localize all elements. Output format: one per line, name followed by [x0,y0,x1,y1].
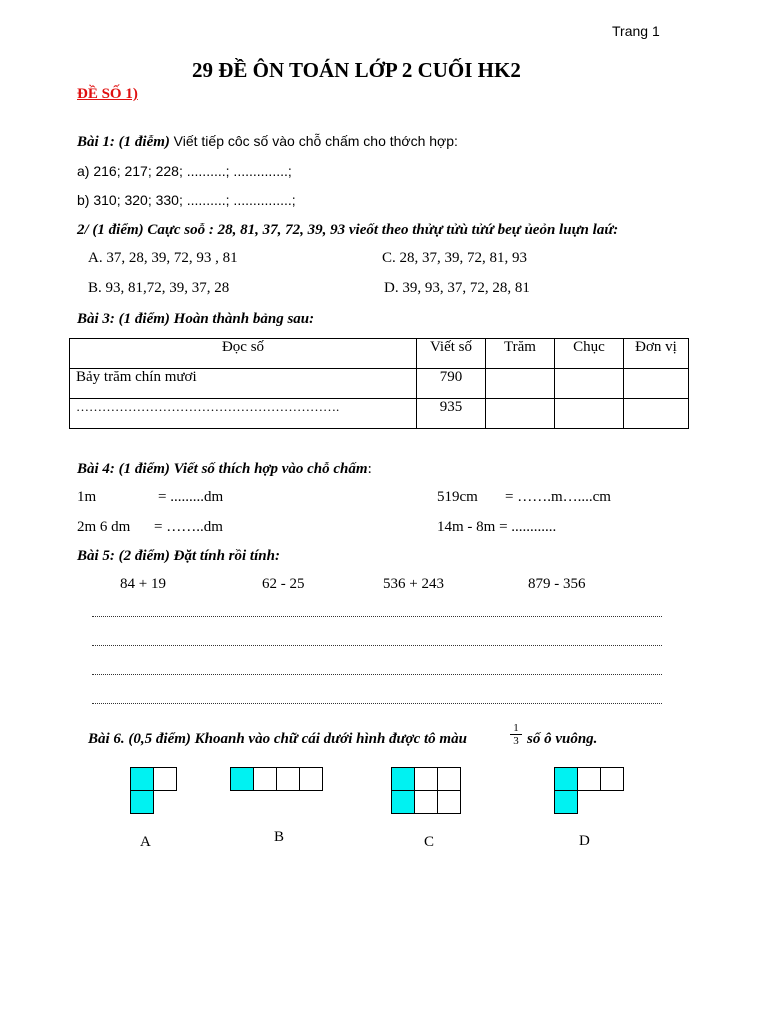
square [437,790,461,814]
bai4-line [77,461,372,478]
bai4-r2: 14m - 8m = ............ [437,519,557,535]
table-cell [624,399,689,429]
bai5-heading: Bài 5: (2 điểm) Đặt tính rồi tính: [77,548,280,564]
table-cell [624,369,689,399]
square [253,767,277,791]
table-cell [555,369,624,399]
number-table [69,338,689,429]
square [153,767,177,791]
square [437,767,461,791]
table-header: Chục [555,339,624,369]
table-header: Đơn vị [624,339,689,369]
table-cell: Bảy trăm chín mươi [70,369,417,399]
table-cell [486,399,555,429]
table-header-row [70,339,689,369]
bai4-r1-blank: = …….m…....cm [505,489,611,505]
table-cell: ……………………………………………………. [70,399,417,429]
dotted-line [92,616,662,617]
bai6-heading: Bài 6. (0,5 điểm) Khoanh vào chữ cái dưới hình được tô màu [88,731,467,747]
square [299,767,323,791]
dotted-line [92,703,662,704]
bai4-l1-unit: 1m [77,489,97,505]
square-shaded [391,790,415,814]
bai4-l2-unit: 2m 6 dm [77,519,131,535]
bai6-heading-tail: số ô vuông. [527,731,598,747]
bai1-b: b) 310; 320; 330; ..........; ...............; [77,192,296,208]
table-cell: 935 [417,399,486,429]
table-header: Đọc số [70,339,417,369]
bai5-op: 879 - 356 [528,576,586,592]
choice-label-d[interactable]: D [579,833,590,849]
bai4-colon: : [367,461,372,477]
square-shaded [554,767,578,791]
bai3-heading: Bài 3: (1 điểm) Hoàn thành bảng sau: [77,311,315,327]
table-cell [486,369,555,399]
page-number: Trang 1 [612,23,660,39]
square [414,790,438,814]
square-shaded [130,767,154,791]
choice-label-c[interactable]: C [424,834,435,850]
exam-number: ĐỀ SỐ 1) [77,86,138,102]
bai2-option-c: C. 28, 37, 39, 72, 81, 93 [382,250,528,266]
dotted-line [92,645,662,646]
square-shaded [130,790,154,814]
bai5-op: 62 - 25 [262,576,305,592]
square-shaded [391,767,415,791]
fraction-one-third [510,722,522,748]
square [600,767,624,791]
bai2-option-a: A. 37, 28, 39, 72, 93 , 81 [88,250,238,266]
dotted-line [92,674,662,675]
square-shaded [554,790,578,814]
table-cell [555,399,624,429]
fraction-denominator: 3 [513,735,519,747]
bai2-option-d: D. 39, 93, 37, 72, 28, 81 [384,280,530,296]
square [414,767,438,791]
bai4-r1-unit: 519cm [437,489,478,505]
bai4-l2-blank: = ……..dm [154,519,223,535]
bai5-op: 84 + 19 [120,576,166,592]
bai4-heading: Bài 4: (1 điểm) Viết số thích hợp vào chỗ chấm [77,461,368,477]
table-header: Viết số [417,339,486,369]
table-row [70,369,689,399]
bai2-heading: 2/ (1 điểm) Caực soỗ : 28, 81, 37, 72, 39, 93 vieốt theo thửự tửù tửứ beự ủeỏn luựn laứ: [77,222,619,238]
page-title: 29 ĐỀ ÔN TOÁN LỚP 2 CUỐI HK2 [192,58,521,82]
square [276,767,300,791]
bai5-op: 536 + 243 [383,576,444,592]
square [577,767,601,791]
fraction-numerator: 1 [510,722,522,735]
bai1-a: a) 216; 217; 228; ..........; ..............; [77,163,292,179]
table-header: Trăm [486,339,555,369]
square-shaded [230,767,254,791]
bai1-line [77,133,458,151]
bai2-option-b: B. 93, 81,72, 39, 37, 28 [88,280,230,296]
bai1-instruction: Viết tiếp côc số vào chỗ chấm cho thớch hợp: [173,133,458,149]
table-row [70,399,689,429]
table-cell: 790 [417,369,486,399]
bai4-l1-blank: = .........dm [158,489,224,505]
choice-label-a[interactable]: A [140,834,151,850]
bai1-heading: Bài 1: (1 điễm) [77,134,170,150]
choice-label-b[interactable]: B [274,829,285,845]
